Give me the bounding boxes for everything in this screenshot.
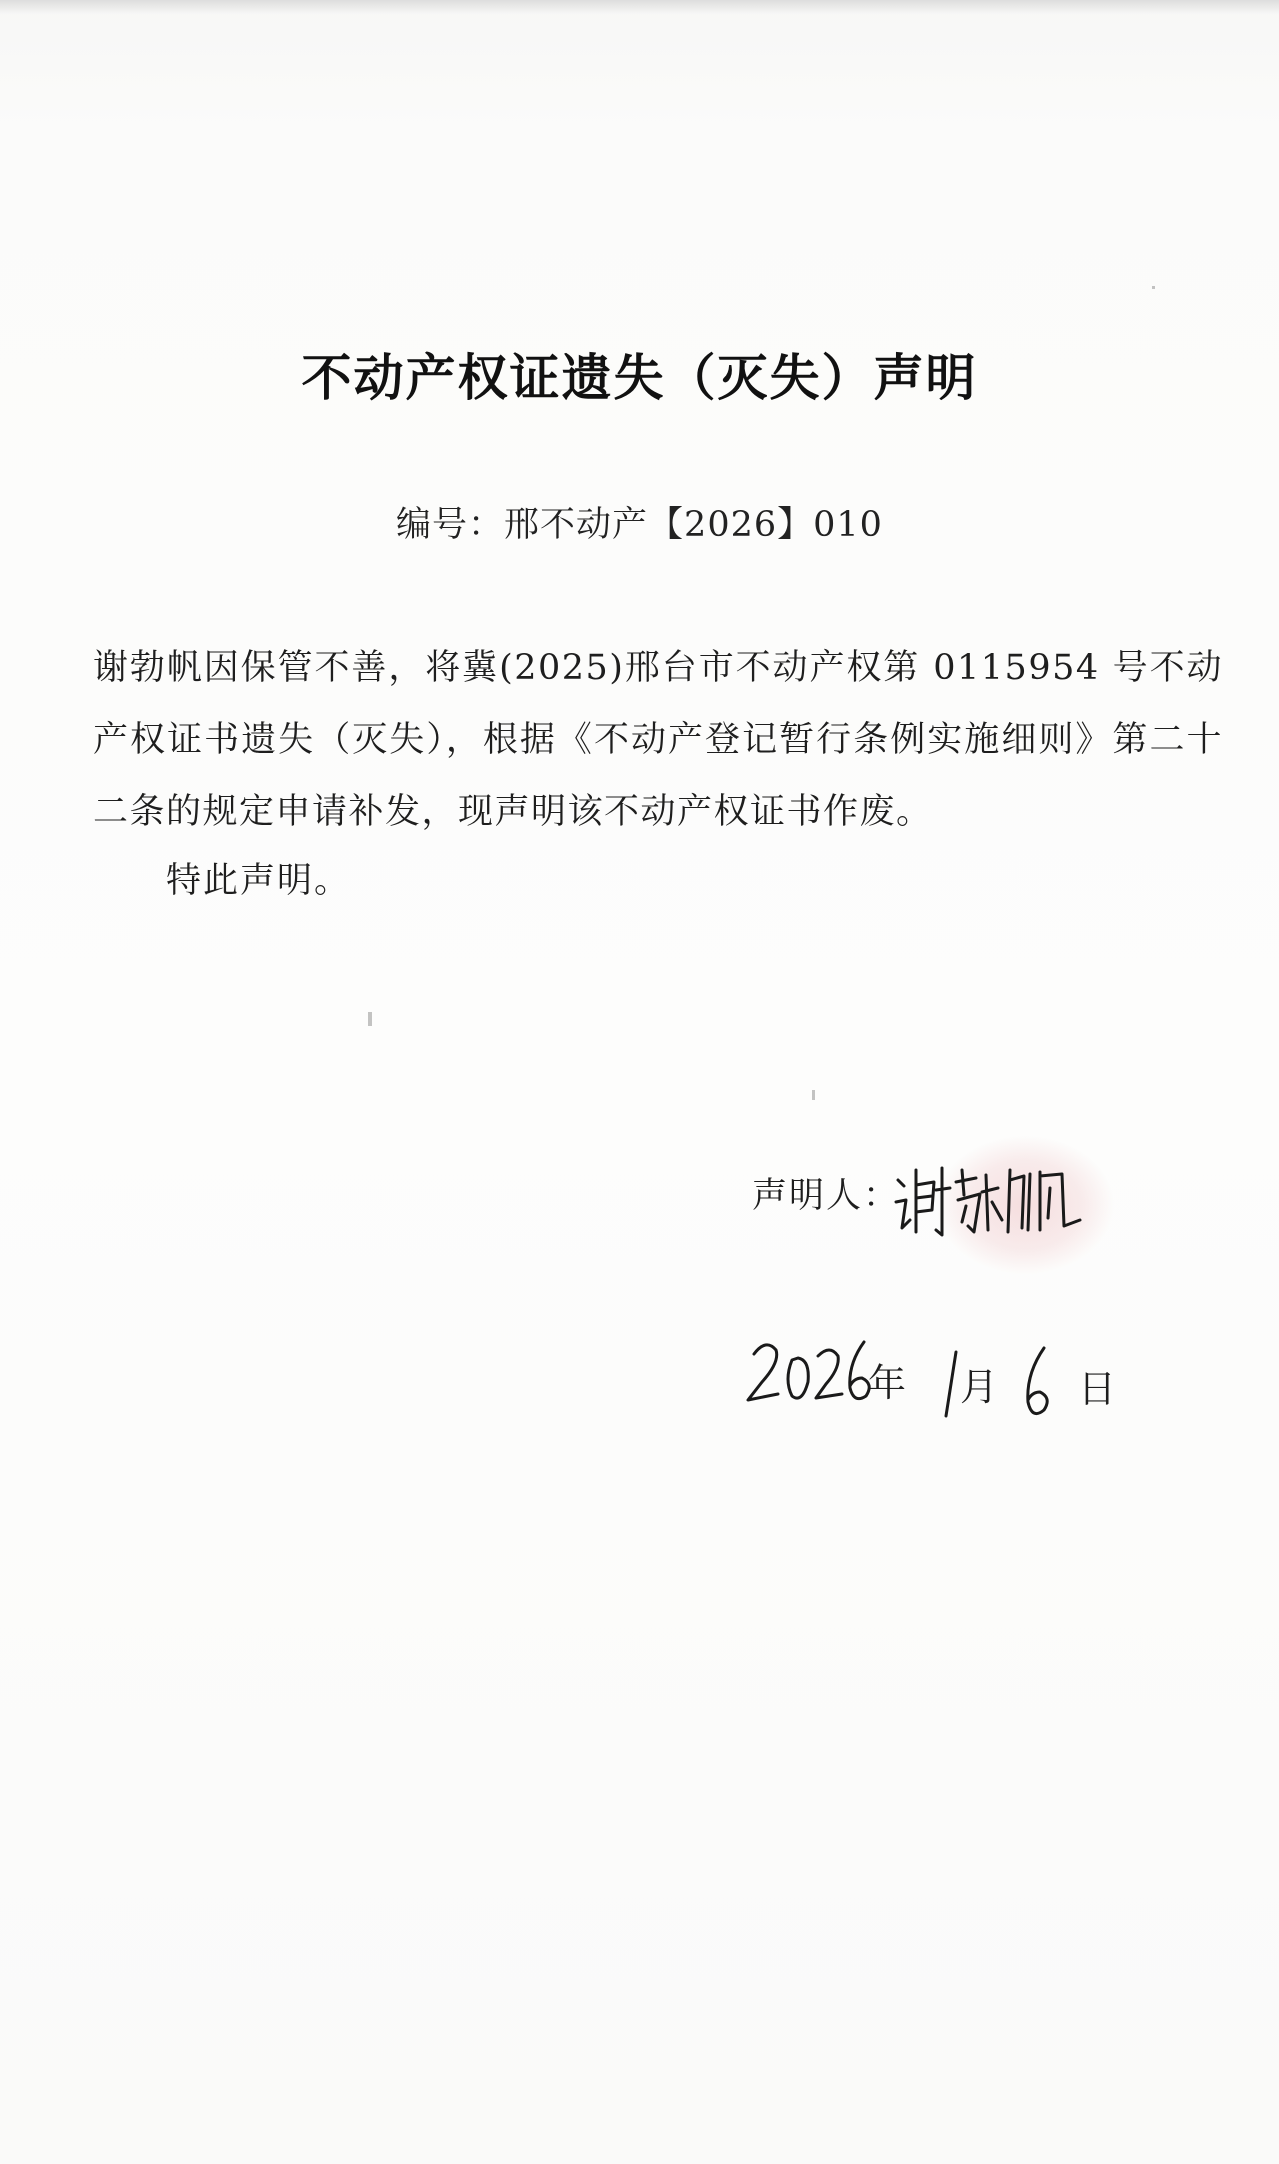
scan-speck [368, 1012, 372, 1026]
declarant-label: 声明人： [752, 1176, 901, 1216]
statement-body: 谢勃帆因保管不善，将冀(2025)邢台市不动产权第 0115954 号不动产权证书遗失（灭失），根据《不动产登记暂行条例实施细则》第二十二条的规定申请补发，现声明该不动产权证书作废。 [93, 648, 1223, 832]
date-month-unit: 月 [960, 1365, 999, 1409]
document-number: 编号：邢不动产【2026】010 [396, 505, 883, 545]
scan-speck [1152, 286, 1155, 289]
document-title: 不动产权证遗失（灭失）声明 [301, 349, 978, 407]
date-day-unit: 日 [1078, 1367, 1117, 1411]
closing-statement: 特此声明。 [166, 861, 352, 901]
scan-speck [812, 1090, 815, 1100]
handwritten-signature [890, 1140, 1100, 1250]
date-year-unit: 年 [868, 1361, 907, 1405]
scan-edge-shadow [0, 0, 1279, 14]
